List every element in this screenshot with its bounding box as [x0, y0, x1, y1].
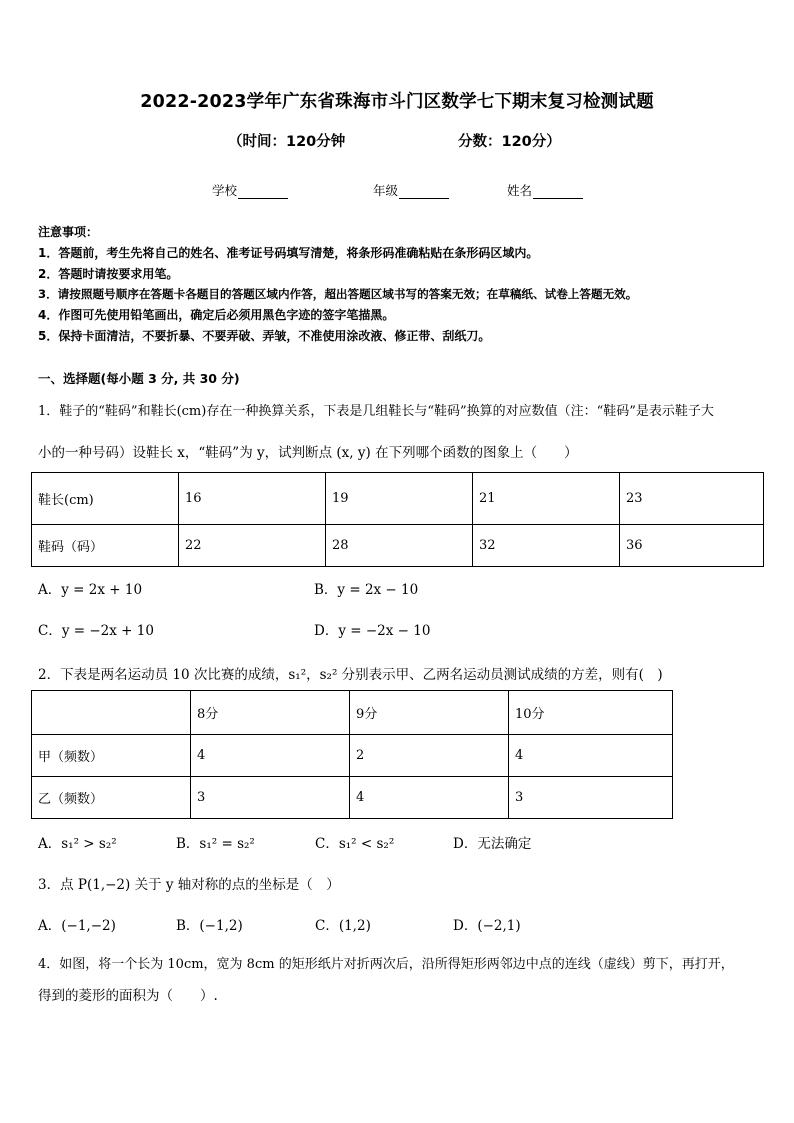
table-cell: 乙（频数）	[32, 777, 191, 819]
table-cell: 3	[509, 777, 673, 819]
table-row	[32, 691, 673, 735]
table-cell: 32	[473, 525, 620, 567]
table-row	[32, 473, 764, 525]
school-label: 学校	[212, 183, 238, 198]
table-cell: 16	[179, 473, 326, 525]
table-row	[32, 777, 673, 819]
time-label: （时间：120分钟	[228, 134, 346, 150]
note-item: 1．答题前，考生先将自己的姓名、准考证号码填写清楚，将条形码准确粘贴在条形码区域内。	[38, 245, 539, 260]
table-cell: 2	[350, 735, 509, 777]
q1-table	[31, 472, 764, 567]
q2-option-c: C．s₁² < s₂²	[315, 836, 395, 852]
table-row	[32, 735, 673, 777]
table-cell: 鞋长(cm)	[32, 473, 179, 525]
table-cell: 4	[350, 777, 509, 819]
note-item: 2．答题时请按要求用笔。	[38, 266, 179, 281]
name-blank	[533, 186, 583, 199]
section-title: 一、选择题(每小题 3 分, 共 30 分)	[38, 371, 240, 386]
name-field	[507, 181, 583, 199]
name-label: 姓名	[507, 183, 533, 198]
table-cell: 4	[191, 735, 350, 777]
q3-text: 3．点 P(1,−2) 关于 y 轴对称的点的坐标是（ ）	[38, 877, 340, 893]
q2-option-b: B．s₁² = s₂²	[176, 836, 255, 852]
q1-option-c: C．y = −2x + 10	[38, 623, 154, 639]
table-cell: 19	[326, 473, 473, 525]
table-cell	[32, 691, 191, 735]
grade-label: 年级	[373, 183, 399, 198]
school-blank	[238, 186, 288, 199]
q2-option-d: D．无法确定	[453, 836, 532, 852]
table-cell: 9分	[350, 691, 509, 735]
table-cell: 8分	[191, 691, 350, 735]
notes-heading: 注意事项：	[38, 225, 99, 239]
q2-option-a: A．s₁² > s₂²	[38, 836, 117, 852]
q3-option-a: A．(−1,−2)	[38, 918, 116, 934]
table-row	[32, 525, 764, 567]
q2-text: 2．下表是两名运动员 10 次比赛的成绩，s₁²，s₂² 分别表示甲、乙两名运动员测试成绩的方差，则有( )	[38, 667, 663, 683]
table-cell: 3	[191, 777, 350, 819]
table-cell: 4	[509, 735, 673, 777]
note-item: 4．作图可先使用铅笔画出，确定后必须用黑色字迹的签字笔描黑。	[38, 308, 395, 323]
table-cell: 23	[620, 473, 764, 525]
q1-option-b: B．y = 2x − 10	[314, 582, 419, 598]
score-label: 分数：120分）	[458, 134, 561, 150]
notes-block	[38, 222, 768, 347]
table-cell: 鞋码（码）	[32, 525, 179, 567]
q4-line2: 得到的菱形的面积为（ ）.	[38, 988, 218, 1004]
q2-table	[31, 690, 673, 819]
q3-option-d: D．(−2,1)	[453, 918, 521, 934]
note-item: 5．保持卡面清洁，不要折暴、不要弄破、弄皱，不准使用涂改液、修正带、刮纸刀。	[38, 328, 491, 343]
q1-line2: 小的一种号码）设鞋长 x，“鞋码”为 y，试判断点 (x, y) 在下列哪个函数的图象上（ ）	[38, 445, 578, 461]
q1-option-a: A．y = 2x + 10	[38, 582, 143, 598]
table-cell: 36	[620, 525, 764, 567]
table-cell: 28	[326, 525, 473, 567]
q1-option-d: D．y = −2x − 10	[314, 623, 431, 639]
note-item: 3．请按照题号顺序在答题卡各题目的答题区域内作答，超出答题区域书写的答案无效；在草稿纸、试卷上答题无效。	[38, 287, 638, 302]
table-cell: 10分	[509, 691, 673, 735]
grade-field	[373, 181, 449, 199]
q1-line1: 1．鞋子的“鞋码”和鞋长(cm)存在一种换算关系，下表是几组鞋长与“鞋码”换算的对应数值（注：“鞋码”是表示鞋子大	[38, 404, 714, 419]
grade-blank	[399, 186, 449, 199]
school-field	[212, 181, 288, 199]
q3-option-c: C．(1,2)	[315, 918, 371, 934]
table-cell: 甲（频数）	[32, 735, 191, 777]
page-title: 2022-2023学年广东省珠海市斗门区数学七下期末复习检测试题	[140, 92, 654, 112]
table-cell: 21	[473, 473, 620, 525]
q4-line1: 4．如图，将一个长为 10cm，宽为 8cm 的矩形纸片对折两次后，沿所得矩形两邻边中点的连线（虚线）剪下，再打开，	[38, 957, 734, 972]
q3-option-b: B．(−1,2)	[176, 918, 243, 934]
table-cell: 22	[179, 525, 326, 567]
